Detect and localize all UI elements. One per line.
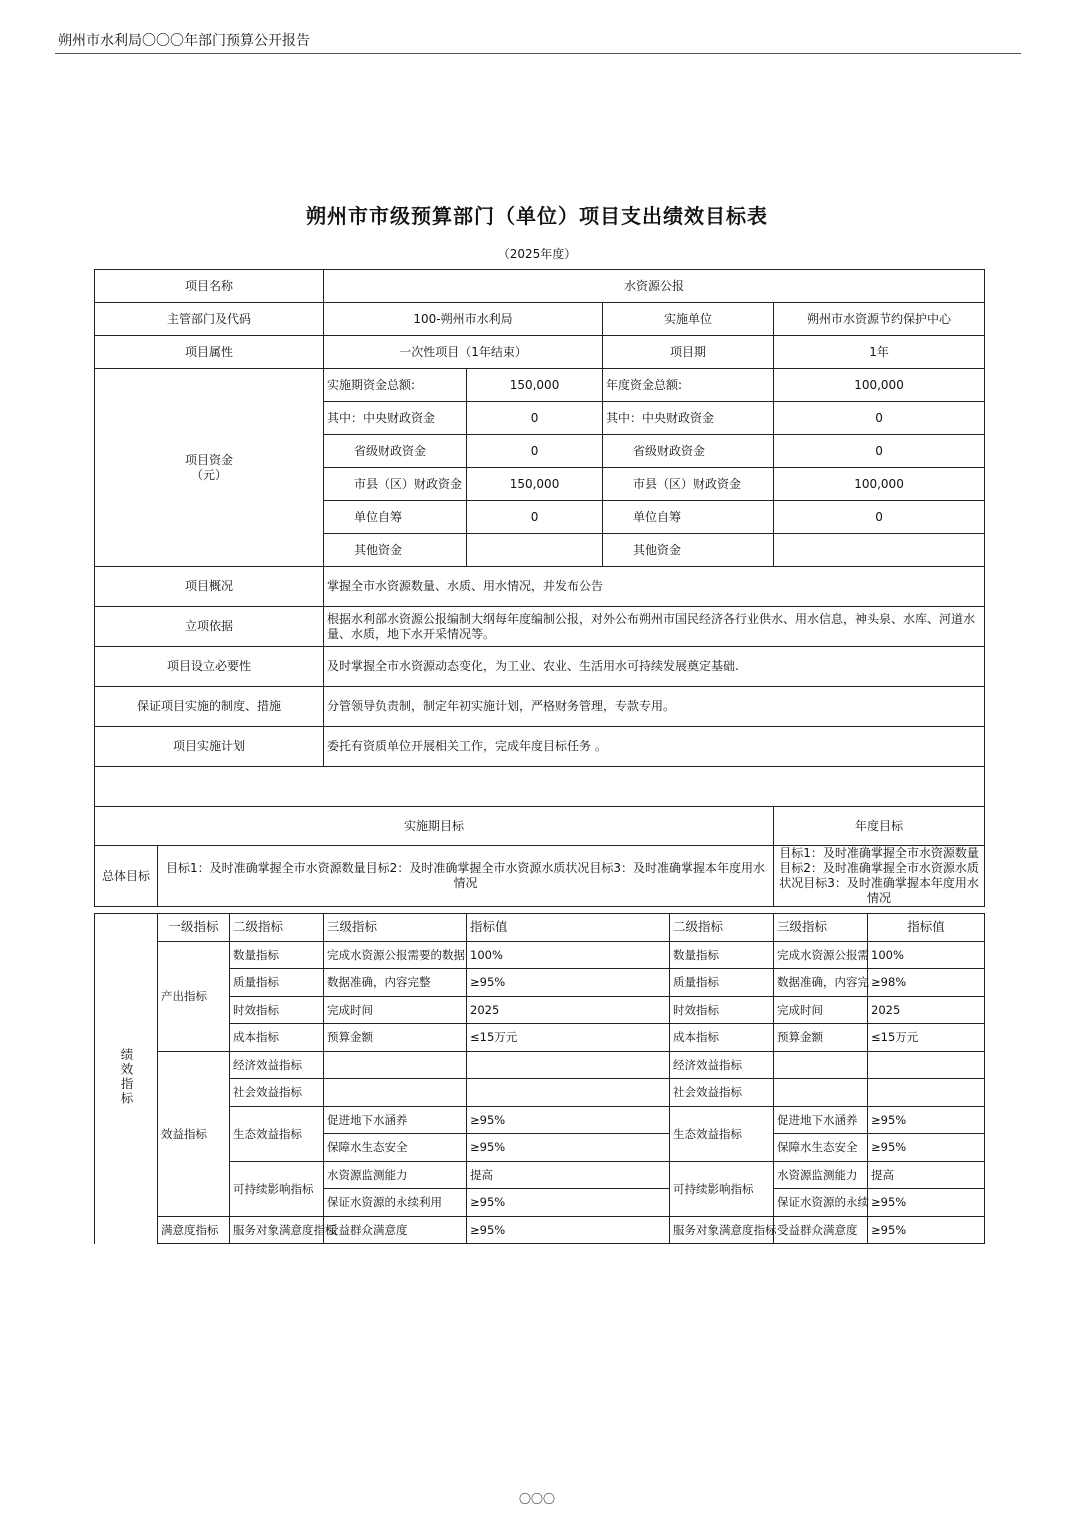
table-row-annual-val: ≥95% [868, 1134, 985, 1162]
perf-header-l3: 三级指标 [324, 914, 467, 942]
project-info-table [94, 269, 985, 907]
table-row-annual-l3: 促进地下水涵养 [774, 1106, 868, 1134]
funds-annual-self-label: 单位自筹 [603, 501, 774, 534]
basis-value: 根据水利部水资源公报编制大纲每年度编制公报，对外公布朔州市国民经济各行业供水、用水信息，神头泉、水库、河道水量、水质，地下水开采情况等。 [324, 607, 985, 647]
funds-province-value: 0 [467, 435, 603, 468]
table-row-val: ≥95% [467, 1216, 670, 1244]
table-row-l3: 受益群众满意度 [324, 1216, 467, 1244]
dept-label: 主管部门及代码 [95, 303, 324, 336]
table-row-annual-val: 2025 [868, 996, 985, 1024]
table-row-annual-l3: 水资源监测能力 [774, 1161, 868, 1189]
funds-total-value: 150,000 [467, 369, 603, 402]
table-row-l3: 促进地下水涵养 [324, 1106, 467, 1134]
table-row-val: ≥95% [467, 1134, 670, 1162]
table-row-annual-val: 100% [868, 941, 985, 969]
funds-central-value: 0 [467, 402, 603, 435]
table-row-annual-l3 [774, 1051, 868, 1079]
document-year: （2025年度） [497, 247, 577, 261]
funds-self-value: 0 [467, 501, 603, 534]
document-title: 朔州市市级预算部门（单位）项目支出绩效目标表 [306, 204, 768, 228]
table-row-l2: 服务对象满意度指标 [230, 1216, 324, 1244]
eco-benefit-annual-label: 生态效益指标 [670, 1106, 774, 1161]
page-header: 朔州市水利局〇〇〇年部门预算公开报告 [58, 33, 310, 49]
period-label: 项目期 [603, 336, 774, 369]
perf-section-label: 绩效指标 [119, 1048, 134, 1107]
funds-total-label: 实施期资金总额: [324, 369, 467, 402]
table-row-annual-val [868, 1051, 985, 1079]
table-row-val: ≤15万元 [467, 1024, 670, 1052]
satisfaction-indicator-label: 满意度指标 [158, 1216, 230, 1244]
table-row-annual-l3: 保障水生态安全 [774, 1134, 868, 1162]
table-row-annual-l2: 经济效益指标 [670, 1051, 774, 1079]
perf-header-annual-l3: 三级指标 [774, 914, 868, 942]
funds-label-cell [95, 369, 324, 567]
dept-value: 100-朔州市水利局 [324, 303, 603, 336]
annual-goal-text: 目标1：及时准确掌握全市水资源数量目标2：及时准确掌握全市水资源水质状况目标3：及时准确掌握本年度用水情况 [774, 846, 985, 907]
funds-annual-county-value: 100,000 [774, 468, 985, 501]
table-row-val: ≥95% [467, 1106, 670, 1134]
table-row-val: ≥95% [467, 1189, 670, 1217]
table-row-annual-l2: 时效指标 [670, 996, 774, 1024]
necessity-value: 及时掌握全市水资源动态变化，为工业、农业、生活用水可持续发展奠定基础. [324, 647, 985, 687]
table-row-annual-l3: 预算金额 [774, 1024, 868, 1052]
table-row-annual-val: ≥95% [868, 1106, 985, 1134]
table-row-l3: 数据准确，内容完整 [324, 969, 467, 997]
blank-row [95, 767, 985, 807]
period-goal-header: 实施期目标 [95, 807, 774, 846]
table-row-val: 2025 [467, 996, 670, 1024]
table-row-l2: 数量指标 [230, 941, 324, 969]
overview-label: 项目概况 [95, 567, 324, 607]
table-row-l3: 保障水生态安全 [324, 1134, 467, 1162]
table-row-annual-l3: 完成时间 [774, 996, 868, 1024]
table-row-l3: 完成时间 [324, 996, 467, 1024]
funds-annual-total-label: 年度资金总额: [603, 369, 774, 402]
table-row-annual-l2: 服务对象满意度指标 [670, 1216, 774, 1244]
funds-self-label: 单位自筹 [324, 501, 467, 534]
table-row-val: 提高 [467, 1161, 670, 1189]
funds-annual-total-value: 100,000 [774, 369, 985, 402]
table-row-annual-l2: 成本指标 [670, 1024, 774, 1052]
table-row-annual-val [868, 1079, 985, 1107]
table-row-l3: 水资源监测能力 [324, 1161, 467, 1189]
table-row-val [467, 1051, 670, 1079]
funds-annual-province-value: 0 [774, 435, 985, 468]
eco-benefit-label: 生态效益指标 [230, 1106, 324, 1161]
table-row-annual-l3: 完成水资源公报需 [774, 941, 868, 969]
basis-label: 立项依据 [95, 607, 324, 647]
impl-unit-value: 朔州市水资源节约保护中心 [774, 303, 985, 336]
overview-value: 掌握全市水资源数量、水质、用水情况，并发布公告 [324, 567, 985, 607]
table-row-annual-l3: 保证水资源的永续 [774, 1189, 868, 1217]
table-row-annual-l2: 质量指标 [670, 969, 774, 997]
table-row-val: ≥95% [467, 969, 670, 997]
performance-indicator-table [94, 913, 985, 1244]
table-row-l2: 质量指标 [230, 969, 324, 997]
perf-header-val: 指标值 [467, 914, 670, 942]
period-value: 1年 [774, 336, 985, 369]
perf-section-label-cell [95, 914, 158, 1244]
table-row-l2: 成本指标 [230, 1024, 324, 1052]
table-row-annual-l3: 数据准确，内容完 [774, 969, 868, 997]
impl-unit-label: 实施单位 [603, 303, 774, 336]
perf-header-l2: 二级指标 [230, 914, 324, 942]
attr-label: 项目属性 [95, 336, 324, 369]
sustainable-impact-annual-label: 可持续影响指标 [670, 1161, 774, 1216]
funds-label: 项目资金 [185, 452, 234, 467]
funds-unit: （元） [191, 467, 228, 482]
perf-header-annual-val: 指标值 [868, 914, 985, 942]
funds-annual-self-value: 0 [774, 501, 985, 534]
funds-county-label: 市县（区）财政资金 [324, 468, 467, 501]
funds-other-value [467, 534, 603, 567]
guarantee-label: 保证项目实施的制度、措施 [95, 687, 324, 727]
header-divider [55, 53, 1021, 54]
table-row-l3: 保证水资源的永续利用 [324, 1189, 467, 1217]
attr-value: 一次性项目（1年结束） [324, 336, 603, 369]
table-row-annual-l3 [774, 1079, 868, 1107]
period-goal-text: 目标1：及时准确掌握全市水资源数量目标2：及时准确掌握全市水资源水质状况目标3：及时准确掌握本年度用水情况 [158, 846, 774, 907]
table-row-l3 [324, 1051, 467, 1079]
plan-value: 委托有资质单位开展相关工作，完成年度目标任务 。 [324, 727, 985, 767]
table-row-annual-l2: 社会效益指标 [670, 1079, 774, 1107]
overall-goal-label: 总体目标 [95, 846, 158, 907]
funds-central-label: 其中：中央财政资金 [324, 402, 467, 435]
table-row-l3 [324, 1079, 467, 1107]
table-row-annual-val: ≥95% [868, 1216, 985, 1244]
output-indicator-label: 产出指标 [158, 941, 230, 1051]
project-name-value: 水资源公报 [324, 270, 985, 303]
guarantee-value: 分管领导负责制，制定年初实施计划，严格财务管理，专款专用。 [324, 687, 985, 727]
funds-province-label: 省级财政资金 [324, 435, 467, 468]
table-row-annual-val: ≤15万元 [868, 1024, 985, 1052]
annual-goal-header: 年度目标 [774, 807, 985, 846]
page-number: 〇〇〇 [518, 1492, 555, 1506]
table-row-l2: 时效指标 [230, 996, 324, 1024]
funds-county-value: 150,000 [467, 468, 603, 501]
funds-annual-other-label: 其他资金 [603, 534, 774, 567]
table-row-l2: 社会效益指标 [230, 1079, 324, 1107]
table-row-l3: 预算金额 [324, 1024, 467, 1052]
table-row-annual-l2: 数量指标 [670, 941, 774, 969]
table-row-annual-val: ≥98% [868, 969, 985, 997]
funds-other-label: 其他资金 [324, 534, 467, 567]
project-name-label: 项目名称 [95, 270, 324, 303]
table-row-val: 100% [467, 941, 670, 969]
funds-annual-province-label: 省级财政资金 [603, 435, 774, 468]
plan-label: 项目实施计划 [95, 727, 324, 767]
perf-header-l1: 一级指标 [158, 914, 230, 942]
table-row-val [467, 1079, 670, 1107]
table-row-l3: 完成水资源公报需要的数据 [324, 941, 467, 969]
necessity-label: 项目设立必要性 [95, 647, 324, 687]
funds-annual-other-value [774, 534, 985, 567]
table-row-annual-l3: 受益群众满意度 [774, 1216, 868, 1244]
table-row-annual-val: 提高 [868, 1161, 985, 1189]
funds-annual-central-label: 其中：中央财政资金 [603, 402, 774, 435]
sustainable-impact-label: 可持续影响指标 [230, 1161, 324, 1216]
funds-annual-central-value: 0 [774, 402, 985, 435]
benefit-indicator-label: 效益指标 [158, 1051, 230, 1216]
table-row-l2: 经济效益指标 [230, 1051, 324, 1079]
perf-header-annual-l2: 二级指标 [670, 914, 774, 942]
table-row-annual-val: ≥95% [868, 1189, 985, 1217]
funds-annual-county-label: 市县（区）财政资金 [603, 468, 774, 501]
